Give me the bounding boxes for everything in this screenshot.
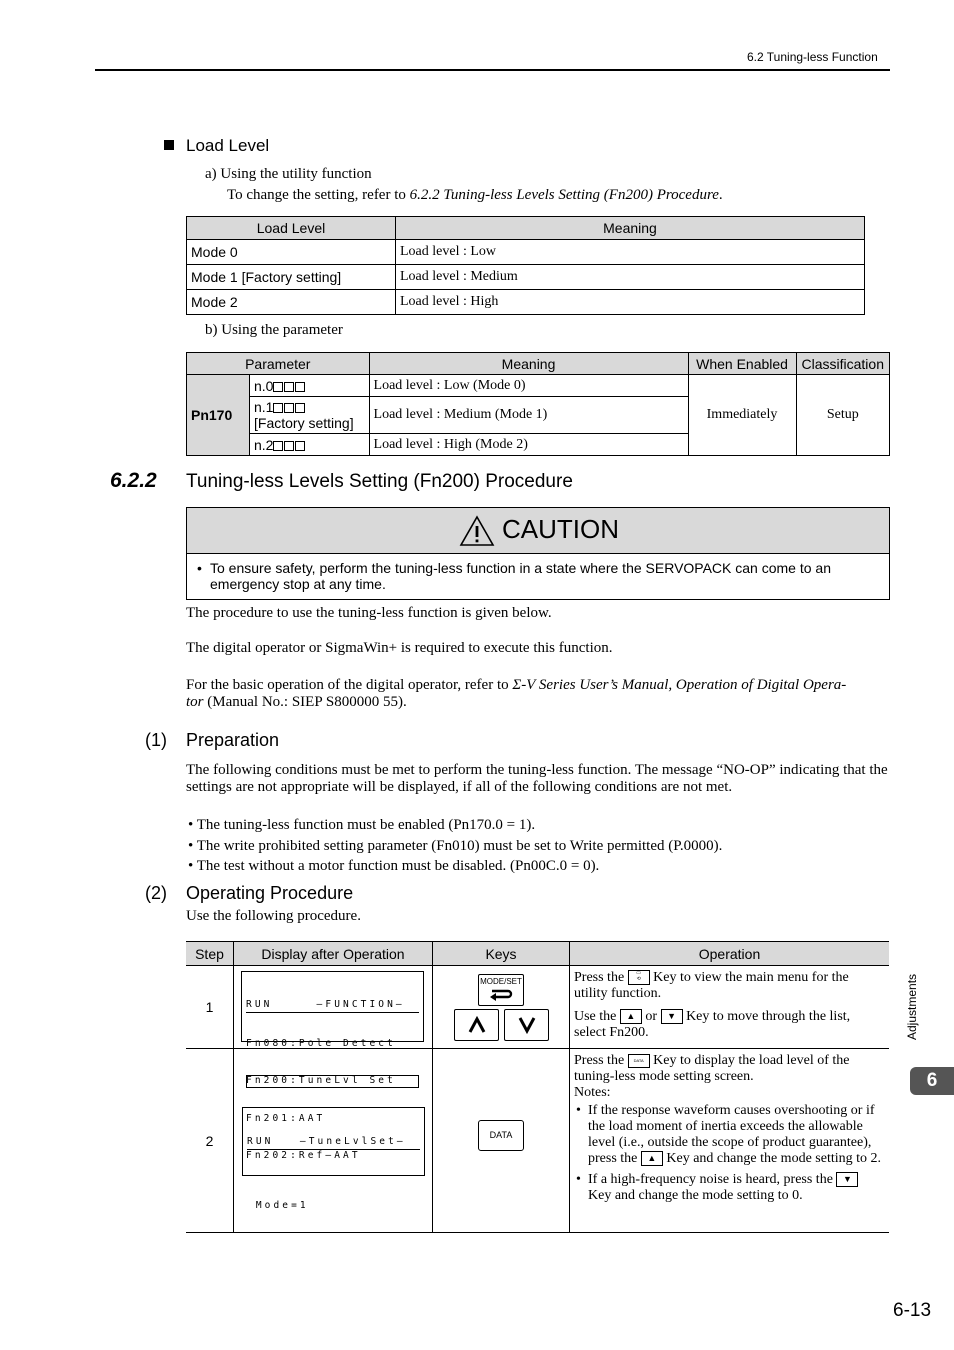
preparation-number: (1) xyxy=(145,730,167,750)
table2-header-meaning: Meaning xyxy=(369,353,688,375)
step-number: 1 xyxy=(186,966,234,1049)
lcd-line: Fn202:Ref—AAT xyxy=(246,1150,361,1161)
table1-cell: Mode 1 [Factory setting] xyxy=(187,265,396,290)
lcd-line: Fn080:Pole Detect xyxy=(246,1037,396,1049)
load-level-a-text: To change the setting, refer to 6.2.2 Tuning-less Levels Setting (Fn200) Procedure. xyxy=(227,187,723,203)
down-arrow-icon xyxy=(517,1015,537,1035)
classification-value: Setup xyxy=(796,375,889,456)
square-bullet-icon xyxy=(164,140,174,150)
param-code: n.2 xyxy=(250,434,370,456)
list-item: • If a high-frequency noise is heard, press the ▼ Key and change the mode setting to 0. xyxy=(574,1172,885,1204)
preparation-bullets xyxy=(188,815,722,877)
load-level-a-label: a) Using the utility function xyxy=(205,166,372,182)
section-number: 6.2.2 xyxy=(110,469,157,492)
lcd-line-selected: Fn200:TuneLvl Set xyxy=(246,1075,419,1088)
list-item: • The test without a motor function must be disabled. (Pn00C.0 = 0). xyxy=(188,858,600,874)
param-meaning: Load level : Medium (Mode 1) xyxy=(369,397,688,434)
operation-cell: Press the DATA Key to display the load level of the tuning-less mode setting screen. Notes: • If the response waveform causes overshooting or if the load moment of inertia exceeds the allowable level (i.e., outside the scope of product guarantee), press the ▲ Key and change the mode setting to 2. • If a high-frequency noise is heard, press the ▼ Key and change the mode setting to 0. xyxy=(570,1049,890,1233)
table-row xyxy=(187,240,865,265)
down-key-icon: ▼ xyxy=(661,1009,683,1024)
param-pn170: Pn170 xyxy=(187,375,250,456)
table1-cell: Load level : High xyxy=(396,290,865,315)
mode-set-key-icon: ▭ ⟲ xyxy=(628,970,650,985)
preparation-title: Preparation xyxy=(186,730,280,750)
table1-header-meaning: Meaning xyxy=(396,217,865,240)
chapter-tab[interactable]: 6 xyxy=(910,1067,954,1095)
table2-header-parameter: Parameter xyxy=(187,353,370,375)
side-tab-label: Adjustments xyxy=(905,973,919,1040)
warning-triangle-icon xyxy=(459,515,495,547)
down-key-icon: ▼ xyxy=(836,1172,858,1187)
param-code: n.1 [Factory setting] xyxy=(250,397,370,434)
up-key[interactable] xyxy=(454,1009,499,1041)
list-item: • If the response waveform causes overshooting or if the load moment of inertia exceeds the allowable level (i.e., outside the scope of product guarantee), press the ▲ Key and change the mode setting to 2. xyxy=(574,1103,885,1167)
up-arrow-icon xyxy=(467,1015,487,1035)
caution-text: • To ensure safety, perform the tuning-less function in a state where the SERVOPACK can come to an emergency stop at any time. xyxy=(195,560,879,592)
cross-ref-link[interactable]: 6.2.2 Tuning-less Levels Setting (Fn200) Procedure xyxy=(409,187,719,203)
para-procedure: The procedure to use the tuning-less function is given below. xyxy=(186,605,552,621)
up-key-icon: ▲ xyxy=(641,1151,663,1166)
caution-header xyxy=(187,508,889,554)
procedure-intro: Use the following procedure. xyxy=(186,908,361,924)
table1-cell: Load level : Medium xyxy=(396,265,865,290)
load-level-b-label: b) Using the parameter xyxy=(205,322,343,338)
preparation-text: The following conditions must be met to perform the tuning-less function. The message “NO-OP” indicating that the settings are not appropriate will be displayed, if all of the following conditions are not met. xyxy=(186,762,888,795)
proc-header-keys: Keys xyxy=(433,942,570,966)
step-number: 2 xyxy=(186,1049,234,1233)
param-meaning: Load level : Low (Mode 0) xyxy=(369,375,688,397)
up-key-icon: ▲ xyxy=(620,1009,642,1024)
table-row xyxy=(187,375,890,397)
table-row xyxy=(187,290,865,315)
lcd-line: RUN —FUNCTION— xyxy=(246,999,419,1013)
load-level-heading: Load Level xyxy=(186,136,270,155)
procedure-number: (2) xyxy=(145,883,167,903)
operation-cell: Press the ▭ ⟲ Key to view the main menu for the utility function. Use the ▲ or ▼ Key to move through the list, select Fn200. xyxy=(570,966,890,1049)
mode-set-key[interactable]: MODE/SET xyxy=(478,974,524,1006)
table2-header-classification: Classification xyxy=(796,353,889,375)
lcd-line: RUN —TuneLvlSet— xyxy=(247,1136,420,1150)
table2-header-when-enabled: When Enabled xyxy=(688,353,796,375)
table1-header-load-level: Load Level xyxy=(187,217,396,240)
caution-title: CAUTION xyxy=(502,514,619,544)
proc-header-step: Step xyxy=(186,942,234,966)
when-enabled-value: Immediately xyxy=(688,375,796,456)
lcd-line: Fn201:AAT xyxy=(246,1112,326,1124)
header-section-ref: 6.2 Tuning-less Function xyxy=(747,50,878,64)
page-number: 6-13 xyxy=(893,1300,932,1321)
list-item: • The write prohibited setting parameter (Fn010) must be set to Write permitted (P.0000). xyxy=(188,837,723,854)
param-code: n.0 xyxy=(250,375,370,397)
cycle-arrow-icon xyxy=(488,987,514,1001)
down-key[interactable] xyxy=(504,1009,549,1041)
proc-header-operation: Operation xyxy=(570,942,890,966)
para-basic-operation: For the basic operation of the digital operator, refer to Σ-V Series User’s Manual, Operation of Digital Opera- tor (Manual No.: SIEP S800000 55). xyxy=(186,677,847,710)
data-key-icon: DATA xyxy=(628,1054,650,1068)
lcd-line: Mode=1 xyxy=(247,1199,309,1211)
data-key[interactable]: DATA xyxy=(478,1120,524,1151)
table1-cell: Mode 0 xyxy=(187,240,396,265)
proc-header-display: Display after Operation xyxy=(234,942,433,966)
table1-cell: Mode 2 xyxy=(187,290,396,315)
caution-box xyxy=(186,507,890,600)
list-item: • The tuning-less function must be enabled (Pn170.0 = 1). xyxy=(188,817,536,833)
table-row xyxy=(187,265,865,290)
load-level-table xyxy=(186,216,865,315)
table1-cell: Load level : Low xyxy=(396,240,865,265)
section-title: Tuning-less Levels Setting (Fn200) Procedure xyxy=(186,471,573,492)
parameter-table xyxy=(186,352,890,456)
lcd-display-step2 xyxy=(242,1107,425,1211)
para-operator: The digital operator or SigmaWin+ is required to execute this function. xyxy=(186,640,613,656)
param-meaning: Load level : High (Mode 2) xyxy=(369,434,688,456)
procedure-title: Operating Procedure xyxy=(186,883,354,903)
notes-label: Notes: xyxy=(574,1085,611,1100)
header-rule xyxy=(95,69,890,71)
